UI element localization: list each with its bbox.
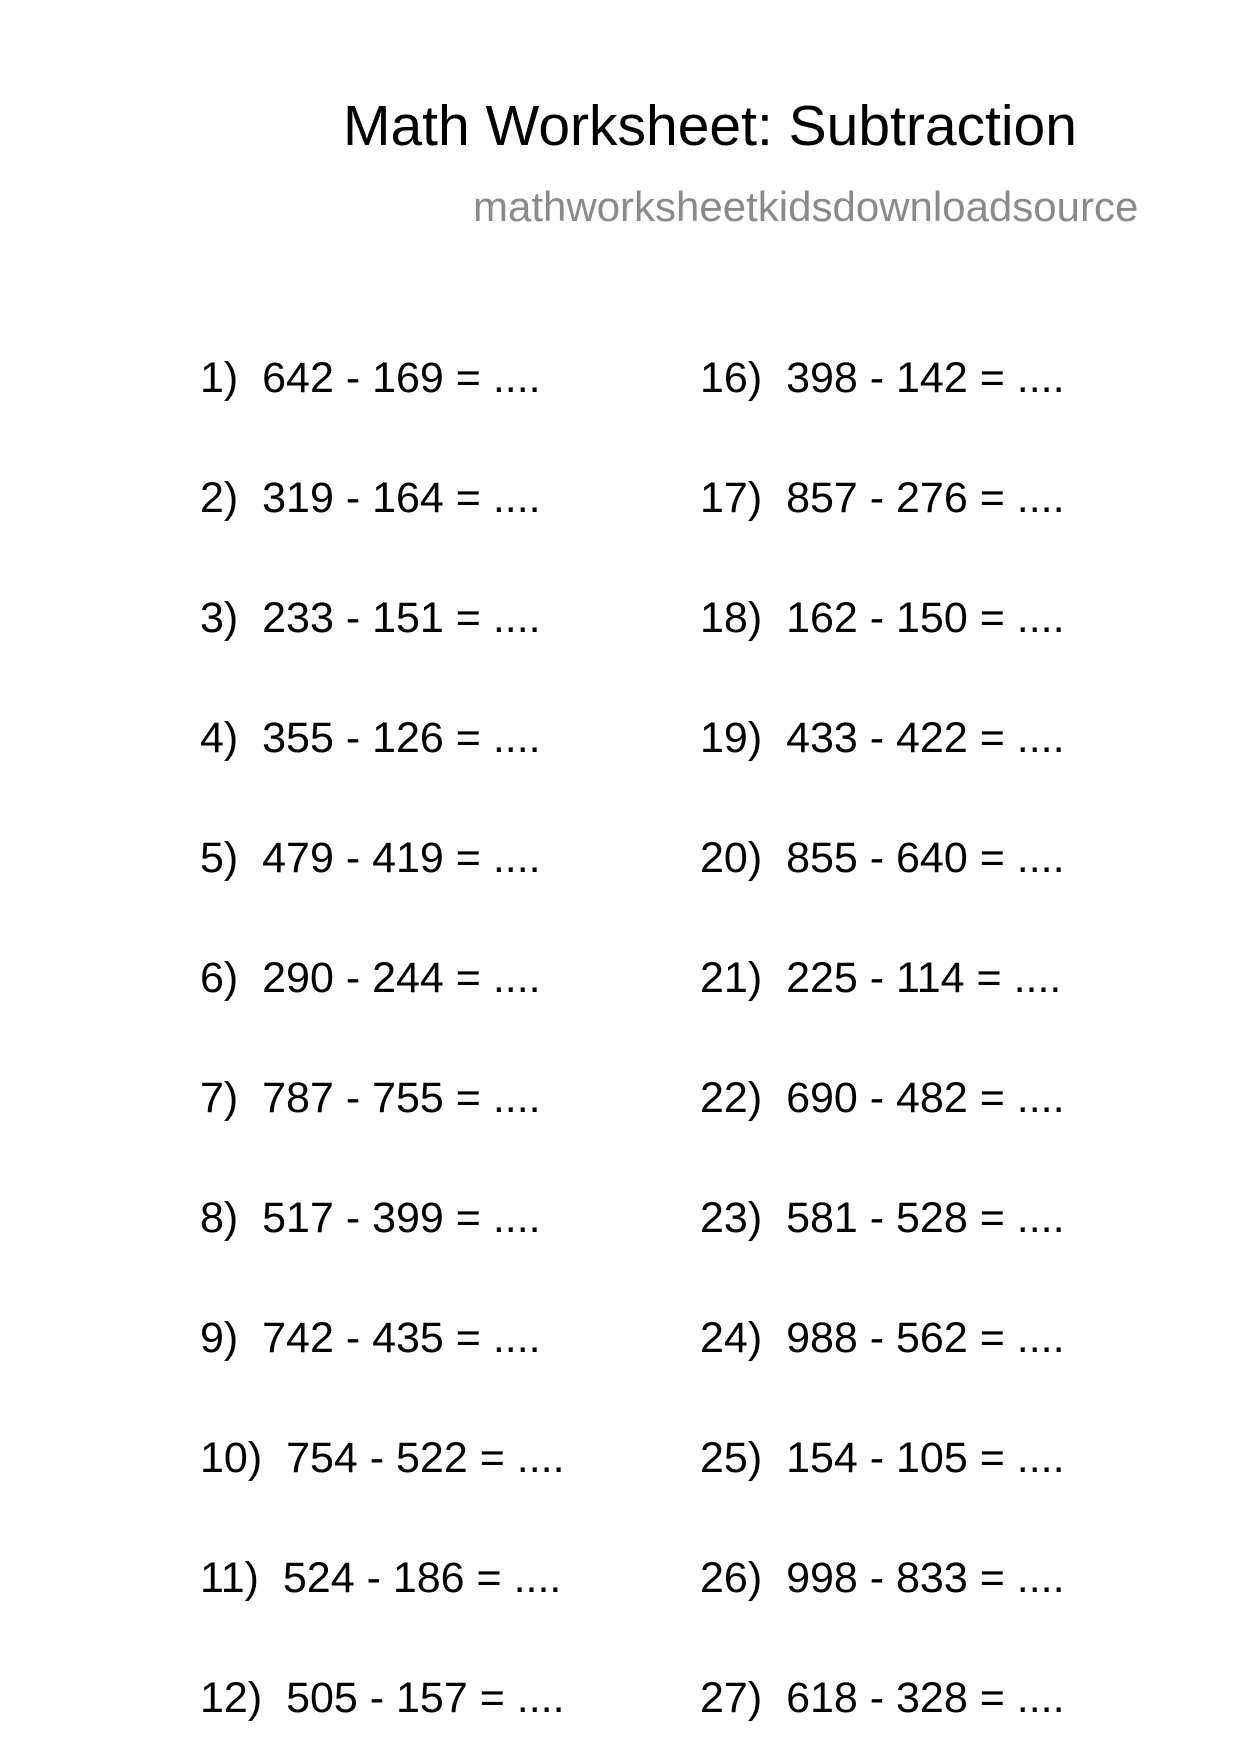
problem-expression: 433 - 422 = .... [786, 714, 1065, 762]
problem-expression: 754 - 522 = .... [286, 1434, 565, 1482]
problem-expression: 355 - 126 = .... [262, 714, 541, 762]
problem-expression: 524 - 186 = .... [282, 1554, 562, 1602]
problem-expression: 988 - 562 = .... [786, 1314, 1065, 1362]
problem-number: 5) [200, 834, 239, 882]
problem-expression: 162 - 150 = .... [786, 594, 1065, 642]
problem-item [200, 1554, 562, 1602]
problem-number: 18) [700, 594, 763, 642]
problem-expression: 855 - 640 = .... [786, 834, 1065, 882]
problem-item [200, 1074, 541, 1122]
problem-number: 7) [200, 1074, 239, 1122]
problem-number: 11) [200, 1554, 259, 1602]
problem-number: 10) [200, 1434, 263, 1482]
problem-item [700, 1314, 1065, 1362]
problem-item [700, 1554, 1065, 1602]
problem-number: 25) [700, 1434, 763, 1482]
problem-number: 21) [700, 954, 763, 1002]
problem-expression: 742 - 435 = .... [262, 1314, 541, 1362]
problem-item [700, 594, 1065, 642]
problem-item [700, 1674, 1065, 1722]
problem-expression: 398 - 142 = .... [786, 354, 1065, 402]
problem-expression: 581 - 528 = .... [786, 1194, 1065, 1242]
problem-expression: 690 - 482 = .... [786, 1074, 1065, 1122]
problem-number: 1) [200, 354, 239, 402]
problem-number: 24) [700, 1314, 763, 1362]
worksheet-source: mathworksheetkidsdownloadsource [473, 183, 1139, 230]
problem-expression: 618 - 328 = .... [786, 1674, 1065, 1722]
problem-item [700, 834, 1065, 882]
problem-number: 20) [700, 834, 763, 882]
problem-number: 2) [200, 474, 239, 522]
problem-number: 8) [200, 1194, 239, 1242]
problem-item [700, 354, 1065, 402]
problem-number: 3) [200, 594, 239, 642]
problem-expression: 479 - 419 = .... [262, 834, 541, 882]
problem-number: 27) [700, 1674, 763, 1722]
problem-item [200, 594, 541, 642]
problem-item [700, 1434, 1065, 1482]
problem-number: 17) [700, 474, 763, 522]
problem-expression: 505 - 157 = .... [286, 1674, 565, 1722]
problem-expression: 998 - 833 = .... [786, 1554, 1065, 1602]
problem-item [200, 1434, 565, 1482]
problem-item [700, 474, 1065, 522]
problem-item [200, 474, 541, 522]
problem-number: 22) [700, 1074, 763, 1122]
problem-item [200, 1194, 541, 1242]
problem-expression: 233 - 151 = .... [262, 594, 541, 642]
problem-expression: 319 - 164 = .... [262, 474, 541, 522]
problem-item [700, 1074, 1065, 1122]
problem-expression: 290 - 244 = .... [262, 954, 541, 1002]
problem-number: 4) [200, 714, 239, 762]
problem-number: 6) [200, 954, 239, 1002]
problem-number: 12) [200, 1674, 263, 1722]
problem-item [200, 354, 541, 402]
problem-expression: 517 - 399 = .... [262, 1194, 541, 1242]
problem-number: 16) [700, 354, 763, 402]
problem-expression: 642 - 169 = .... [262, 354, 541, 402]
problem-expression: 154 - 105 = .... [786, 1434, 1065, 1482]
problem-expression: 787 - 755 = .... [262, 1074, 541, 1122]
problem-item [200, 1674, 565, 1722]
problem-expression: 225 - 114 = .... [786, 954, 1062, 1002]
problem-item [700, 954, 1062, 1002]
problem-item [200, 1314, 541, 1362]
problem-number: 19) [700, 714, 763, 762]
problem-item [200, 714, 541, 762]
problem-item [700, 714, 1065, 762]
problem-expression: 857 - 276 = .... [786, 474, 1065, 522]
problem-item [200, 954, 541, 1002]
worksheet-title: Math Worksheet: Subtraction [343, 94, 1077, 158]
problem-number: 23) [700, 1194, 763, 1242]
problem-item [700, 1194, 1065, 1242]
problem-number: 26) [700, 1554, 763, 1602]
problem-number: 9) [200, 1314, 239, 1362]
problem-item [200, 834, 541, 882]
